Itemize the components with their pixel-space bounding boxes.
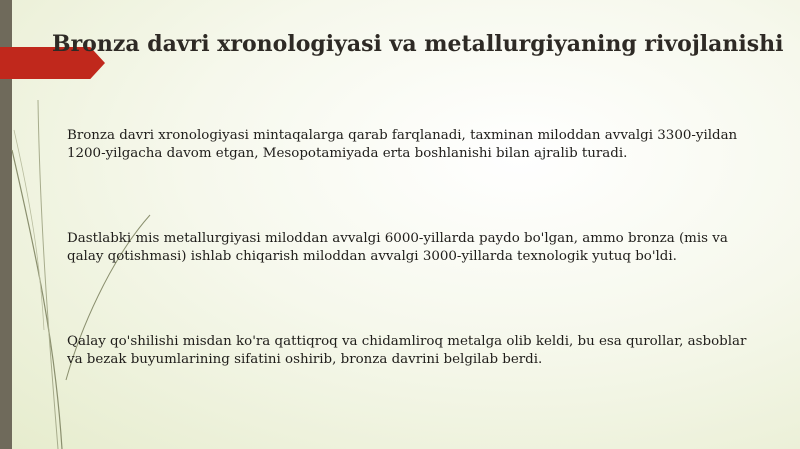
paragraph-copper-metallurgy: Dastlabki mis metallurgiyasi miloddan avvalgi 6000-yillarda paydo bo'lgan, ammo bronza (mis va qalay qotishmasi) ishlab chiqarish miloddan avvalgi 3000-yillarda texnologik yutuq bo'ldi. bbox=[67, 231, 728, 264]
paragraph-chronology: Bronza davri xronologiyasi mintaqalarga qarab farqlanadi, taxminan miloddan avvalgi 3300-yildan 1200-yilgacha davom etgan, Mesopotamiyada erta boshlanishi bilan ajralib turadi. bbox=[67, 128, 738, 161]
paragraph-tin-alloy: Qalay qo'shilishi misdan ko'ra qattiqroq va chidamliroq metalga olib keldi, bu esa qurollar, asboblar va bezak buyumlarining sifatini oshirib, bronza davrini belgilab berdi. bbox=[67, 334, 747, 367]
slide-title: Bronza davri xronologiyasi va metallurgiyaning rivojlanishi bbox=[52, 31, 784, 57]
